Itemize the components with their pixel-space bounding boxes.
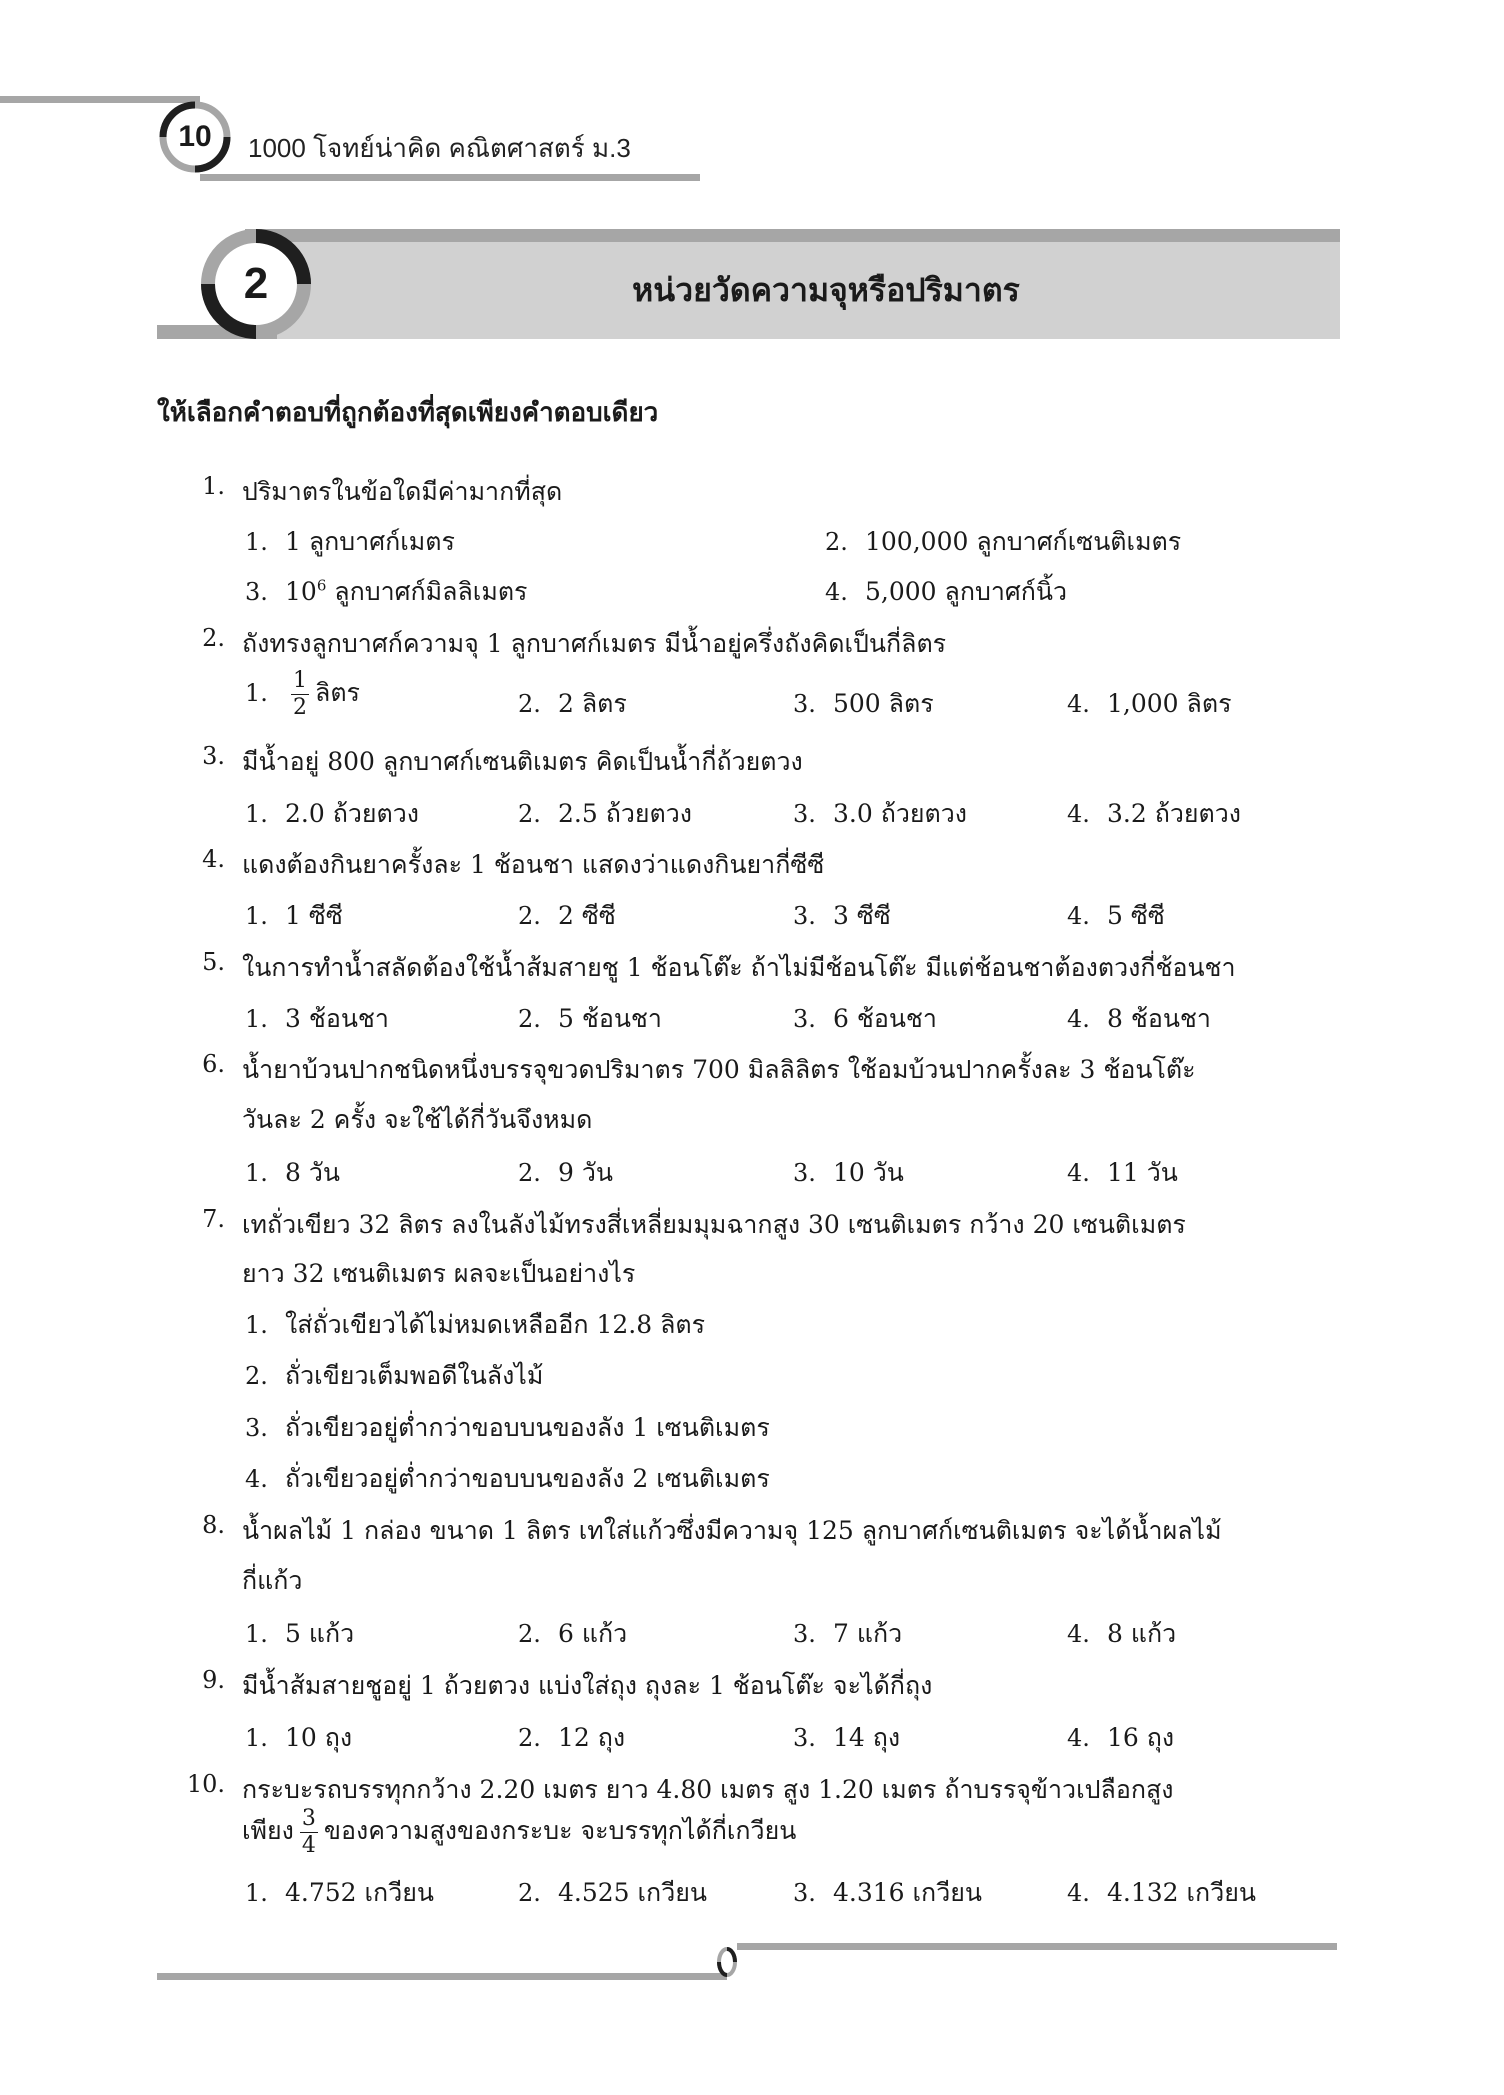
footer-rule-right [737, 1943, 1337, 1950]
option-number: 2. [518, 800, 541, 828]
option-text: ถั่วเขียวเต็มพอดีในลังไม้ [285, 1361, 544, 1390]
option-number: 1. [245, 902, 268, 930]
question-text: ยาว 32 เซนติเมตร ผลจะเป็นอย่างไร [242, 1259, 636, 1288]
answer-option[interactable] [245, 794, 419, 834]
option-text: 2.5 ถ้วยตวง [558, 799, 693, 828]
question-number: 4. [202, 845, 225, 873]
question-text: ถังทรงลูกบาศก์ความจุ 1 ลูกบาศก์เมตร มีน้ำอยู่ครึ่งถังคิดเป็นกี่ลิตร [242, 629, 947, 658]
answer-option[interactable] [518, 1153, 613, 1193]
question-number: 3. [202, 742, 225, 770]
question-text: ปริมาตรในข้อใดมีค่ามากที่สุด [242, 477, 563, 506]
answer-option[interactable] [793, 1873, 982, 1913]
option-number: 4. [1067, 1620, 1090, 1648]
option-text: 1 ซีซี [285, 901, 343, 930]
option-text: 1 ลูกบาศก์เมตร [285, 527, 455, 556]
option-number: 4. [1067, 1724, 1090, 1752]
question-text: วันละ 2 ครั้ง จะใช้ได้กี่วันจึงหมด [242, 1105, 593, 1134]
fraction-denominator: 4 [301, 1833, 316, 1858]
option-number: 4. [245, 1465, 268, 1493]
question-number: 1. [202, 472, 225, 500]
option-number: 2. [518, 1724, 541, 1752]
option-text: 3 ซีซี [833, 901, 891, 930]
answer-option[interactable] [518, 999, 662, 1039]
answer-option[interactable] [1067, 794, 1241, 834]
option-number: 2. [518, 902, 541, 930]
option-text: 3.0 ถ้วยตวง [833, 799, 968, 828]
answer-option[interactable] [793, 684, 934, 724]
answer-option[interactable] [793, 896, 891, 936]
question-number: 7. [202, 1205, 225, 1233]
option-number: 2. [518, 1005, 541, 1033]
answer-option[interactable] [1067, 1718, 1174, 1758]
option-text: 16 ถุง [1107, 1723, 1175, 1752]
option-text: 8 วัน [285, 1158, 340, 1187]
chapter-number: 2 [243, 259, 269, 308]
footer-ring-icon [716, 1944, 738, 1980]
answer-option[interactable] [793, 1718, 900, 1758]
option-number: 4. [1067, 690, 1090, 718]
answer-option[interactable] [245, 1614, 354, 1654]
option-number: 4. [1067, 1005, 1090, 1033]
option-number: 4. [1067, 1879, 1090, 1907]
option-number: 3. [793, 1005, 816, 1033]
answer-option[interactable] [1067, 684, 1232, 724]
answer-option[interactable] [245, 572, 527, 612]
option-text: 4.316 เกวียน [833, 1878, 982, 1907]
option-text: 6 ช้อนชา [833, 1004, 937, 1033]
question-number: 10. [186, 1770, 225, 1798]
option-text: 4.525 เกวียน [558, 1878, 707, 1907]
option-text: 9 วัน [558, 1158, 613, 1187]
chapter-banner-top-strip [245, 229, 1340, 242]
option-text: 5 แก้ว [285, 1619, 355, 1648]
fraction-denominator: 2 [293, 695, 307, 720]
option-text: 4.132 เกวียน [1107, 1878, 1256, 1907]
option-text: 10 ถุง [285, 1723, 353, 1752]
option-text: 8 แก้ว [1107, 1619, 1177, 1648]
option-text: 10 วัน [833, 1158, 904, 1187]
option-number: 3. [793, 902, 816, 930]
option-text: ใส่ถั่วเขียวได้ไม่หมดเหลืออีก 12.8 ลิตร [285, 1310, 706, 1339]
question-number: 8. [202, 1511, 225, 1539]
page-number: 10 [178, 120, 212, 153]
answer-option[interactable] [825, 572, 1067, 612]
option-text: 6 แก้ว [558, 1619, 628, 1648]
question-text-part: ของความสูงของกระบะ จะบรรทุกได้กี่เกวียน [323, 1816, 797, 1845]
answer-option[interactable] [245, 1873, 434, 1913]
option-text: 100,000 ลูกบาศก์เซนติเมตร [865, 527, 1182, 556]
answer-option[interactable] [518, 684, 627, 724]
answer-option[interactable] [518, 1873, 707, 1913]
answer-option[interactable] [518, 896, 616, 936]
option-text: 12 ถุง [558, 1723, 626, 1752]
fraction [291, 670, 309, 719]
option-text: 2.0 ถ้วยตวง [285, 799, 420, 828]
fraction-numerator: 1 [293, 668, 307, 693]
option-text: ลูกบาศก์มิลลิเมตร [326, 577, 528, 606]
option-number: 3. [793, 800, 816, 828]
option-number: 2. [518, 1159, 541, 1187]
option-text: 5 ช้อนชา [558, 1004, 662, 1033]
question-text: ในการทำน้ำสลัดต้องใช้น้ำส้มสายชู 1 ช้อนโต๊ะ ถ้าไม่มีช้อนโต๊ะ มีแต่ช้อนชาต้องตวงกี่ช้อนชา [242, 953, 1236, 982]
option-number: 1. [245, 1620, 268, 1648]
answer-option[interactable] [1067, 1153, 1178, 1193]
answer-option[interactable] [518, 1614, 627, 1654]
option-number: 2. [245, 1362, 268, 1390]
question-text: กระบะรถบรรทุกกว้าง 2.20 เมตร ยาว 4.80 เมตร สูง 1.20 เมตร ถ้าบรรจุข้าวเปลือกสูง [242, 1775, 1174, 1804]
answer-option[interactable] [825, 522, 1181, 562]
option-number: 2. [518, 1620, 541, 1648]
answer-option[interactable] [245, 1459, 770, 1499]
answer-option[interactable] [518, 794, 692, 834]
question-text: เทถั่วเขียว 32 ลิตร ลงในลังไม้ทรงสี่เหลี่ยมมุมฉากสูง 30 เซนติเมตร กว้าง 20 เซนติเมตร [242, 1210, 1186, 1239]
question-number: 6. [202, 1050, 225, 1078]
option-number: 3. [245, 578, 268, 606]
option-number: 1. [245, 800, 268, 828]
fraction [300, 1808, 318, 1857]
question-text: น้ำผลไม้ 1 กล่อง ขนาด 1 ลิตร เทใส่แก้วซึ่งมีความจุ 125 ลูกบาศก์เซนติเมตร จะได้น้ำผลไม้ [242, 1516, 1222, 1545]
option-text: 7 แก้ว [833, 1619, 903, 1648]
option-text: 5,000 ลูกบาศก์นิ้ว [865, 577, 1068, 606]
answer-option[interactable] [1067, 1614, 1176, 1654]
option-text: 4.752 เกวียน [285, 1878, 434, 1907]
option-number: 3. [793, 1159, 816, 1187]
option-text: 11 วัน [1107, 1158, 1178, 1187]
option-text: 8 ช้อนชา [1107, 1004, 1211, 1033]
question-text: น้ำยาบ้วนปากชนิดหนึ่งบรรจุขวดปริมาตร 700 มิลลิลิตร ใช้อมบ้วนปากครั้งละ 3 ช้อนโต๊ะ [242, 1055, 1196, 1084]
option-number: 2. [518, 690, 541, 718]
answer-option[interactable] [793, 794, 967, 834]
option-number: 4. [1067, 800, 1090, 828]
answer-option[interactable] [245, 999, 389, 1039]
fraction-numerator: 3 [301, 1806, 316, 1831]
option-text: 2 ซีซี [558, 901, 616, 930]
option-text: 2 ลิตร [558, 689, 627, 718]
question-text [242, 1808, 796, 1857]
chapter-title: หน่วยวัดความจุหรือปริมาตร [632, 271, 1020, 309]
option-number: 1. [245, 1005, 268, 1033]
question-text: มีน้ำส้มสายชูอยู่ 1 ถ้วยตวง แบ่งใส่ถุง ถุงละ 1 ช้อนโต๊ะ จะได้กี่ถุง [242, 1671, 933, 1700]
option-number: 3. [793, 690, 816, 718]
answer-option[interactable] [245, 522, 455, 562]
option-text: 1,000 ลิตร [1107, 689, 1232, 718]
question-number: 9. [202, 1666, 225, 1694]
question-text: มีน้ำอยู่ 800 ลูกบาศก์เซนติเมตร คิดเป็นน้ำกี่ถ้วยตวง [242, 747, 803, 776]
option-exponent: 6 [316, 576, 327, 595]
answer-option[interactable] [793, 999, 937, 1039]
option-number: 2. [825, 528, 848, 556]
option-text: ลิตร [315, 678, 360, 707]
answer-option[interactable] [245, 1408, 770, 1448]
option-number: 4. [825, 578, 848, 606]
question-text: กี่แก้ว [242, 1566, 303, 1595]
answer-option[interactable] [793, 1614, 902, 1654]
option-number: 4. [1067, 902, 1090, 930]
answer-option[interactable] [245, 896, 343, 936]
option-base: 10 [285, 577, 317, 606]
header-rule-bottom [200, 174, 700, 181]
option-number: 1. [245, 1311, 268, 1339]
option-text: 3 ช้อนชา [285, 1004, 389, 1033]
option-number: 3. [793, 1724, 816, 1752]
question-number: 5. [202, 948, 225, 976]
option-text: ถั่วเขียวอยู่ต่ำกว่าขอบบนของลัง 1 เซนติเมตร [285, 1413, 770, 1442]
book-title: 1000 โจทย์น่าคิด คณิตศาสตร์ ม.3 [248, 133, 631, 163]
answer-option[interactable] [245, 670, 360, 719]
answer-option[interactable] [245, 1153, 340, 1193]
option-text: ถั่วเขียวอยู่ต่ำกว่าขอบบนของลัง 2 เซนติเมตร [285, 1464, 770, 1493]
option-number: 3. [245, 1414, 268, 1442]
option-number: 1. [245, 679, 268, 707]
instruction: ให้เลือกคำตอบที่ถูกต้องที่สุดเพียงคำตอบเดียว [157, 398, 659, 428]
footer-rule-left [157, 1973, 727, 1980]
option-number: 3. [793, 1620, 816, 1648]
option-number: 4. [1067, 1159, 1090, 1187]
option-number: 1. [245, 1879, 268, 1907]
option-number: 2. [518, 1879, 541, 1907]
answer-option[interactable] [245, 1356, 543, 1396]
answer-option[interactable] [1067, 896, 1165, 936]
option-number: 1. [245, 1724, 268, 1752]
option-text: 14 ถุง [833, 1723, 901, 1752]
question-text: แดงต้องกินยาครั้งละ 1 ช้อนชา แสดงว่าแดงกินยากี่ซีซี [242, 850, 825, 879]
answer-option[interactable] [245, 1305, 705, 1345]
option-text: 5 ซีซี [1107, 901, 1165, 930]
option-number: 3. [793, 1879, 816, 1907]
answer-option[interactable] [245, 1718, 352, 1758]
question-text-part: เพียง [242, 1816, 294, 1845]
answer-option[interactable] [518, 1718, 625, 1758]
answer-option[interactable] [1067, 999, 1211, 1039]
option-text: 500 ลิตร [833, 689, 934, 718]
option-text: 3.2 ถ้วยตวง [1107, 799, 1242, 828]
answer-option[interactable] [1067, 1873, 1256, 1913]
question-number: 2. [202, 624, 225, 652]
option-number: 1. [245, 528, 268, 556]
option-number: 1. [245, 1159, 268, 1187]
answer-option[interactable] [793, 1153, 904, 1193]
